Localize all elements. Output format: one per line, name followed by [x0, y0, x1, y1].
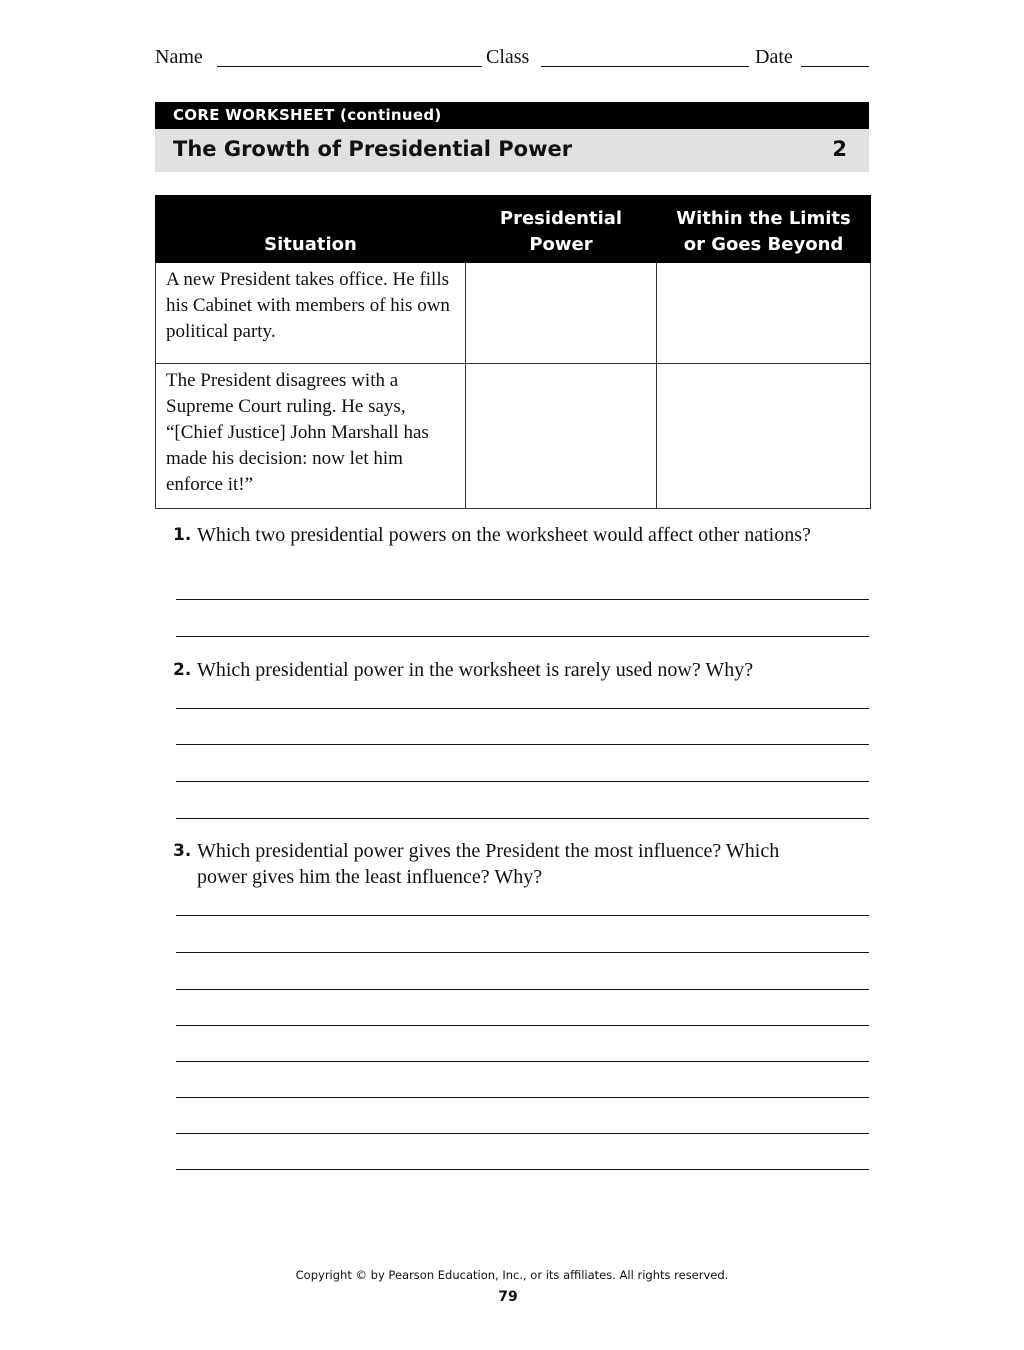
answer-line[interactable] — [176, 636, 869, 637]
answer-line[interactable] — [176, 952, 869, 953]
copyright-notice: Copyright © by Pearson Education, Inc., or its affiliates. All rights reserved. — [295, 1268, 729, 1282]
table-row — [156, 364, 871, 509]
answer-line[interactable] — [176, 1061, 869, 1062]
question-text: Which two presidential powers on the worksheet would affect other nations? — [197, 524, 811, 546]
answer-line[interactable] — [176, 599, 869, 600]
answer-line[interactable] — [176, 781, 869, 782]
answer-line[interactable] — [176, 989, 869, 990]
answer-line[interactable] — [176, 915, 869, 916]
class-label: Class — [486, 46, 530, 68]
date-blank[interactable] — [801, 66, 869, 67]
question-number: 1. — [173, 525, 192, 545]
answer-line[interactable] — [176, 708, 869, 709]
worksheet-kicker-bar — [155, 102, 869, 129]
worksheet-number: 2 — [832, 137, 847, 161]
answer-line[interactable] — [176, 1025, 869, 1026]
within-limits-cell[interactable] — [657, 263, 871, 364]
column-header-presidential-power: Presidential Power — [466, 196, 657, 263]
answer-line[interactable] — [176, 744, 869, 745]
answer-line[interactable] — [176, 1169, 869, 1170]
class-blank[interactable] — [541, 66, 749, 67]
worksheet-kicker: CORE WORKSHEET (continued) — [173, 106, 442, 124]
table-row — [156, 263, 871, 364]
answer-line[interactable] — [176, 1097, 869, 1098]
answer-line[interactable] — [176, 818, 869, 819]
question-text: Which presidential power in the worksheet is rarely used now? Why? — [197, 659, 754, 681]
question-text: Which presidential power gives the President the most influence? Which power gives him the least influence? Why? — [197, 840, 780, 888]
presidential-power-cell[interactable] — [466, 364, 657, 509]
presidential-power-cell[interactable] — [466, 263, 657, 364]
student-info-row — [155, 44, 869, 70]
question-number: 2. — [173, 660, 192, 680]
column-header-within-limits: Within the Limits or Goes Beyond — [657, 196, 871, 263]
page-number: 79 — [498, 1289, 518, 1305]
situation-cell: A new President takes office. He fills his Cabinet with members of his own political party. — [156, 263, 466, 364]
answer-line[interactable] — [176, 1133, 869, 1134]
name-blank[interactable] — [217, 66, 482, 67]
question-number: 3. — [173, 841, 192, 861]
date-label: Date — [755, 46, 793, 68]
situation-cell: The President disagrees with a Supreme Court ruling. He says, “[Chief Justice] John Marshall has made his decision: now let him enforce it!” — [156, 364, 466, 509]
within-limits-cell[interactable] — [657, 364, 871, 509]
situation-table — [155, 195, 871, 509]
column-header-situation: Situation — [156, 196, 466, 263]
worksheet-title-bar — [155, 129, 869, 172]
name-label: Name — [155, 46, 203, 68]
worksheet-title: The Growth of Presidential Power — [173, 137, 573, 161]
